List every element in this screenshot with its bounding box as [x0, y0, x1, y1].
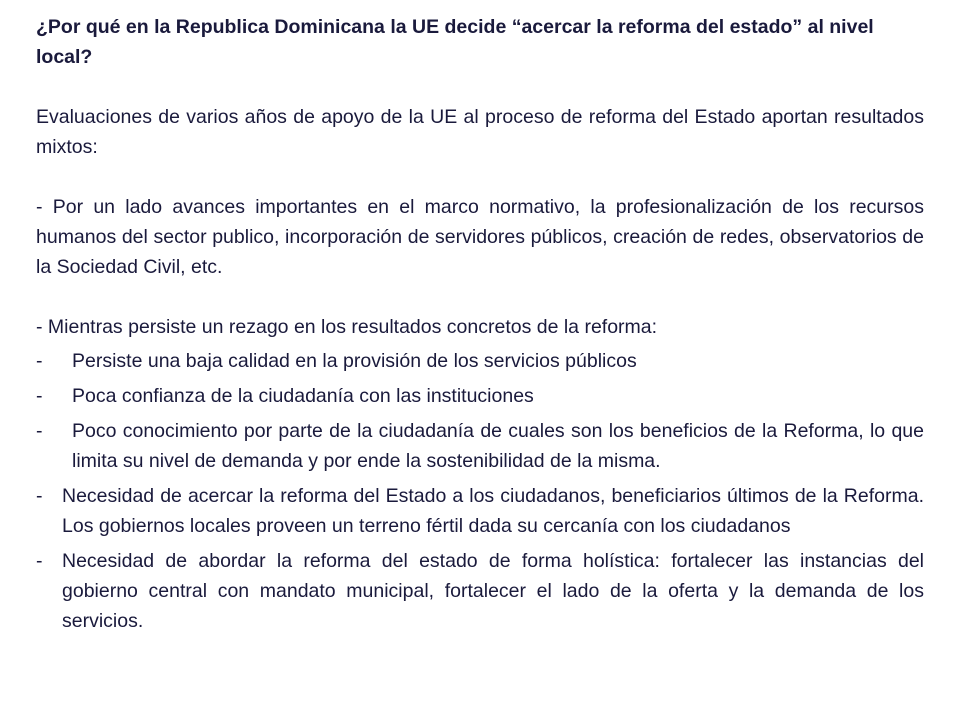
bullet-dash: - — [36, 385, 43, 407]
slide-title: ¿Por qué en la Republica Dominicana la UE decide “acercar la reforma del estado” al nivel local? — [36, 16, 874, 68]
needs-bullet-list — [36, 481, 924, 636]
intro-paragraph: Evaluaciones de varios años de apoyo de la UE al proceso de reforma del Estado aportan resultados mixtos: — [36, 106, 924, 158]
bullet-item — [36, 546, 924, 636]
lag-bullet-list — [36, 346, 924, 476]
slide-content — [36, 12, 924, 641]
bullet-item — [36, 481, 924, 541]
bullet-text: Necesidad de abordar la reforma del estado de forma holística: fortalecer las instancias del gobierno central con mandato municipal, fortalecer el lado de la oferta y la demanda de los servicios. — [62, 550, 924, 632]
advances-paragraph: - Por un lado avances importantes en el marco normativo, la profesionalización de los recursos humanos del sector publico, incorporación de servidores públicos, creación de redes, observatorios de la Sociedad Civil, etc. — [36, 196, 924, 278]
bullet-text: Poco conocimiento por parte de la ciudadanía de cuales son los beneficios de la Reforma, lo que limita su nivel de demanda y por ende la sostenibilidad de la misma. — [72, 420, 924, 472]
bullet-item — [36, 381, 924, 411]
bullet-dash: - — [36, 550, 43, 572]
bullet-text: Persiste una baja calidad en la provisión de los servicios públicos — [72, 350, 637, 372]
lag-paragraph: - Mientras persiste un rezago en los resultados concretos de la reforma: — [36, 316, 658, 338]
bullet-dash: - — [36, 350, 43, 372]
bullet-text: Necesidad de acercar la reforma del Estado a los ciudadanos, beneficiarios últimos de la Reforma. Los gobiernos locales proveen un terreno fértil dada su cercanía con los ciudadanos — [62, 485, 924, 537]
bullet-text: Poca confianza de la ciudadanía con las instituciones — [72, 385, 534, 407]
bullet-dash: - — [36, 485, 43, 507]
bullet-item — [36, 346, 924, 376]
bullet-dash: - — [36, 420, 43, 442]
bullet-item — [36, 416, 924, 476]
